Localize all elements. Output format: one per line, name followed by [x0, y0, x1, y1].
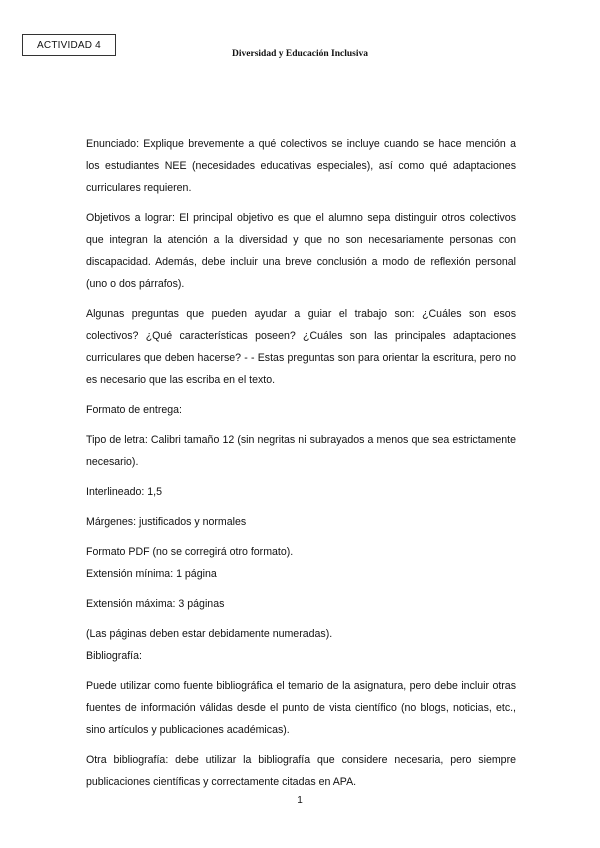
page-number: 1 — [297, 795, 303, 806]
otra-bibliografia-paragraph: Otra bibliografía: debe utilizar la bibliografía que considere necesaria, pero siempre publicaciones científicas y correctamente citadas en APA. — [86, 754, 516, 788]
extension-minima-line: Extensión mínima: 1 página — [86, 568, 217, 580]
formato-pdf-line: Formato PDF (no se corregirá otro formato). — [86, 546, 294, 558]
document-body — [86, 133, 516, 801]
tipo-letra-paragraph: Tipo de letra: Calibri tamaño 12 (sin negritas ni subrayados a menos que sea estrictamente necesario). — [86, 434, 516, 468]
margenes-line: Márgenes: justificados y normales — [86, 516, 247, 528]
objetivos-paragraph: Objetivos a lograr: El principal objetivo es que el alumno sepa distinguir otros colectivos que integran la atención a la diversidad y que no son necesariamente personas con discapacidad. Además, debe incluir una breve conclusión a modo de reflexión personal (uno o dos párrafos). — [86, 212, 516, 290]
activity-badge: ACTIVIDAD 4 — [22, 34, 116, 56]
interlineado-line: Interlineado: 1,5 — [86, 486, 162, 498]
enunciado-paragraph: Enunciado: Explique brevemente a qué colectivos se incluye cuando se hace mención a los estudiantes NEE (necesidades educativas especiales), así como qué adaptaciones curriculares requieren. — [86, 138, 516, 194]
paginas-nota-line: (Las páginas deben estar debidamente numeradas). — [86, 628, 333, 640]
extension-maxima-line: Extensión máxima: 3 páginas — [86, 598, 225, 610]
document-header-title: Diversidad y Educación Inclusiva — [232, 49, 368, 59]
formato-entrega-label: Formato de entrega: — [86, 404, 182, 416]
preguntas-paragraph: Algunas preguntas que pueden ayudar a guiar el trabajo son: ¿Cuáles son esos colectivos? ¿Qué características poseen? ¿Cuáles son las principales adaptaciones curriculares que deben hacerse? - - Estas preguntas son para orientar la escritura, pero no es necesario que las escriba en el texto. — [86, 308, 516, 386]
bibliografia-label: Bibliografía: — [86, 650, 142, 662]
bibliografia-paragraph: Puede utilizar como fuente bibliográfica el temario de la asignatura, pero debe incluir otras fuentes de información válidas desde el punto de vista científico (no blogs, noticias, etc., sino artículos y publicaciones académicas). — [86, 680, 516, 736]
